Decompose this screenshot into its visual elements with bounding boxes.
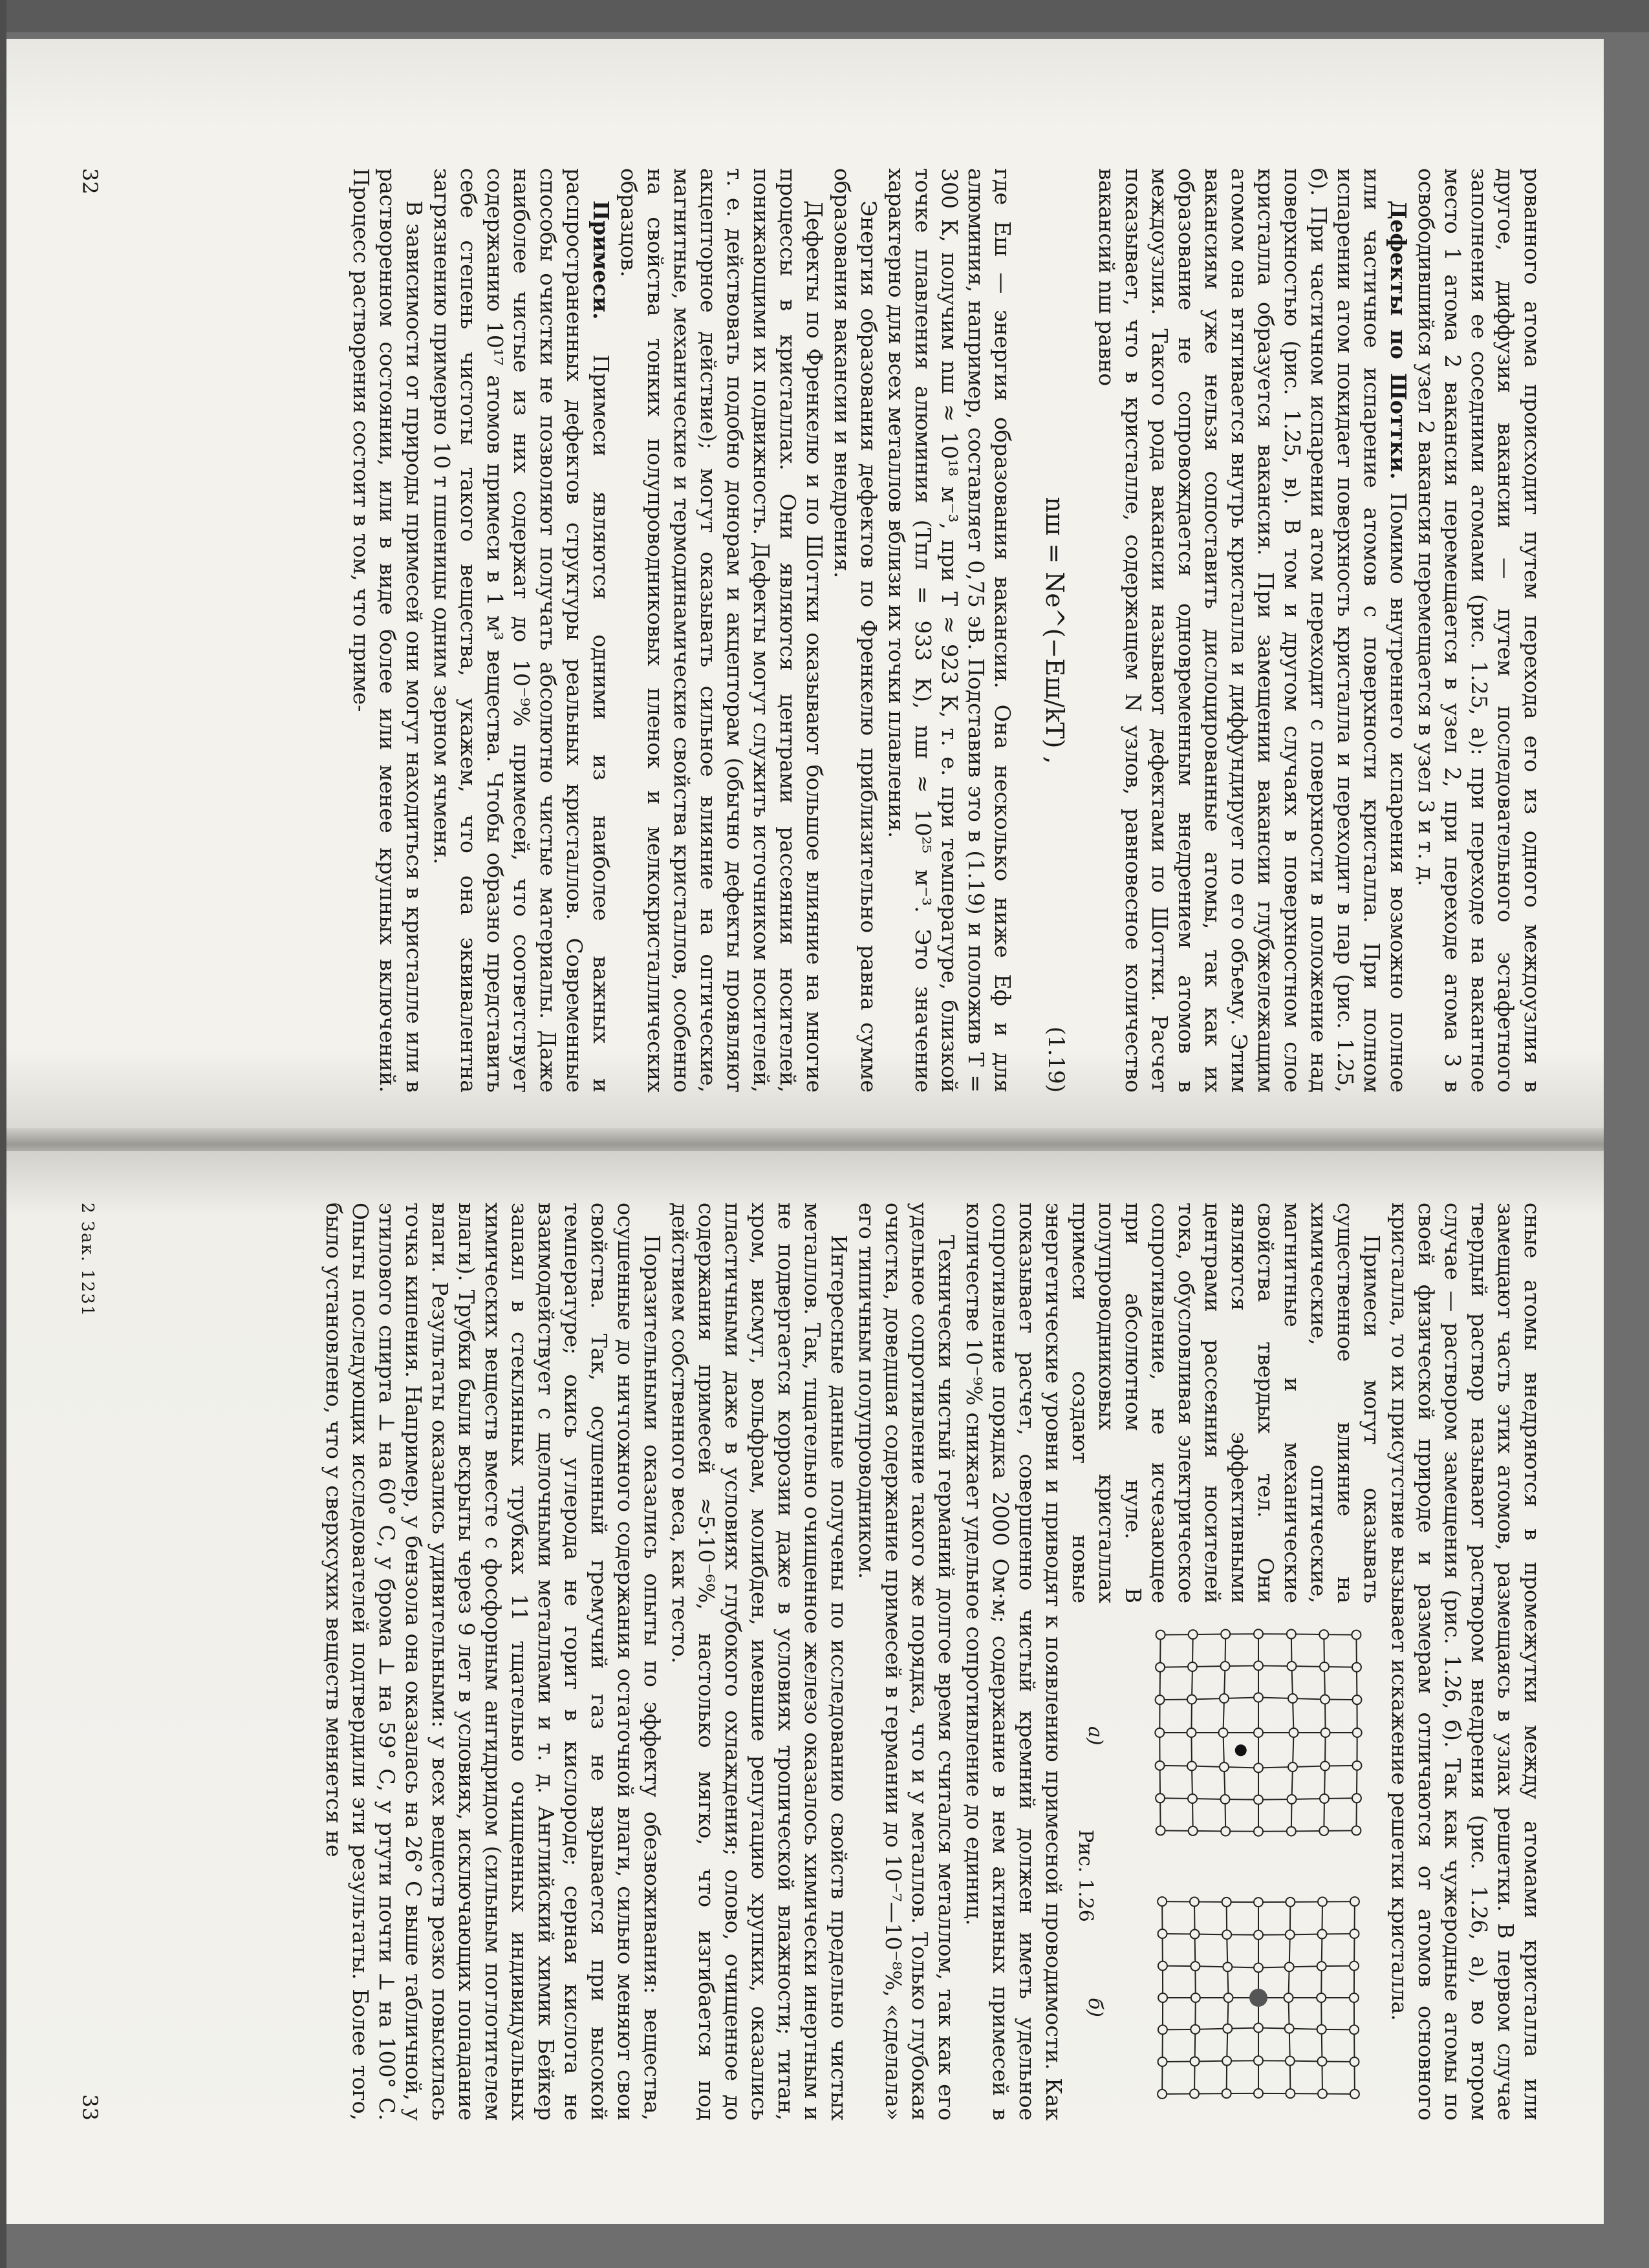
substitutional-atom bbox=[1249, 1989, 1267, 2007]
lattice-atom bbox=[1156, 1793, 1165, 1803]
lattice-atom bbox=[1158, 2090, 1167, 2099]
paragraph: Примеси могут оказывать существенное влияние на химические, оптические, магнитные и механические свойства твердых тел. Они являются эффективными центрами рассеяния носителей тока, обусловливая электрическое сопротивление, не исчезающее при абсолютном нуле. В полупроводниковых кристаллах примеси создают новые энергетические уровни и приводят к появлению примесной проводимости. Как показывает расчет, совершенно чистый кремний должен иметь удельное сопротивление порядка 2000 Ом·м; содержание в нем активных примесей в количестве 10⁻⁹% снижает удельное сопротивление до единиц. bbox=[962, 1203, 1385, 2121]
figure-label-a: а) bbox=[1084, 1726, 1106, 1746]
lattice-atom bbox=[1254, 1898, 1263, 1907]
lattice-atom bbox=[1320, 1695, 1330, 1704]
lattice-atom bbox=[1352, 1826, 1361, 1835]
lattice-atom bbox=[1156, 1695, 1165, 1704]
lattice-atom bbox=[1254, 1827, 1263, 1836]
lattice-atom bbox=[1187, 1728, 1196, 1737]
lattice-atom bbox=[1286, 2057, 1295, 2066]
lattice-atom bbox=[1320, 1794, 1329, 1803]
lattice-atom bbox=[1320, 1762, 1330, 1771]
lattice-atom bbox=[1353, 1728, 1362, 1737]
lattice-atom bbox=[1187, 1695, 1196, 1704]
lattice-atom bbox=[1221, 1826, 1230, 1835]
left-page bbox=[6, 39, 1604, 1138]
lattice-atom bbox=[1191, 1930, 1200, 1939]
lattice-atom bbox=[1189, 1826, 1198, 1835]
lattice-atom bbox=[1288, 1762, 1297, 1771]
lattice-atom bbox=[1288, 1662, 1297, 1671]
lattice-atom bbox=[1319, 1826, 1328, 1835]
lattice-atom bbox=[1221, 1795, 1230, 1804]
lattice-atom bbox=[1285, 1962, 1294, 1971]
paragraph: Дефекты по Френкелю и по Шоттки оказывают большое влияние на многие процессы в кристаллах. Они являются центрами рассеяния носителей, понижающими их подвижность. Дефекты могут служить источником носителей, т. е. действовать подобно донорам и акцепторам (обычно дефекты проявляют акцепторное действие); могут оказывать сильное влияние на оптические, магнитные, механические и термодинамические свойства кристаллов, особенно на свойства тонких полупроводниковых пленок и мелкокристаллических образцов. bbox=[616, 168, 827, 1093]
section-heading: Примеси. bbox=[588, 200, 614, 320]
lattice-atom bbox=[1190, 2090, 1199, 2099]
figure-1-26 bbox=[1074, 1616, 1381, 2121]
lattice-atom bbox=[1254, 1728, 1263, 1737]
lattice-atom bbox=[1352, 1695, 1361, 1704]
lattice-atom bbox=[1254, 2024, 1263, 2033]
lattice-atom bbox=[1350, 1962, 1359, 1971]
lattice-atom bbox=[1158, 1993, 1167, 2002]
lattice-atom bbox=[1190, 1898, 1199, 1907]
lattice-atom bbox=[1317, 1993, 1326, 2002]
lattice-atom bbox=[1222, 1930, 1231, 1939]
lattice-atom bbox=[1156, 1663, 1165, 1672]
lattice-atom bbox=[1221, 1662, 1230, 1671]
lattice-atom bbox=[1191, 2057, 1200, 2066]
lattice-atom bbox=[1254, 2089, 1263, 2098]
lattice-atom bbox=[1223, 2024, 1232, 2033]
figure-label-b: б) bbox=[1084, 1998, 1106, 2018]
lattice-atom bbox=[1220, 1694, 1229, 1703]
lattice-atom bbox=[1191, 1993, 1200, 2002]
paragraph bbox=[429, 168, 614, 1093]
lattice-atom bbox=[1350, 1929, 1359, 1938]
paragraph: Интересные данные получены по исследованию свойств предельно чистых металлов. Так, тщательно очищенное железо оказалось химически инертным и не подвергается коррозии даже в условиях тропической влажности; титан, хром, висмут, вольфрам, молибден, имевшие репутацию хрупких, оказались пластичными даже в условиях глубокого охлаждения; олово, очищенное до содержания примесей ≈5·10⁻⁶%, настолько мягко, что изгибается под действием собственного веса, как тесто. bbox=[667, 1203, 852, 2121]
lattice-atom bbox=[1350, 1993, 1359, 2002]
paragraph: сные атомы внедряются в промежутки между атомами кристалла или замещают часть этих атомов, размещаясь в узлах решетки. В первом случае твердый раствор называют раствором внедрения (рис. 1.26, а), во втором случае — раствором замещения (рис. 1.26, б). Так как чужеродные атомы по своей физической природе и размерам отличаются от атомов основного кристалла, то их присутствие вызывает искажение решетки кристалла. bbox=[1387, 1203, 1545, 2121]
lattice-atom bbox=[1188, 1662, 1197, 1671]
lattice-atom bbox=[1285, 2024, 1294, 2033]
paragraph: В зависимости от природы примесей они могут находиться в кристалле или в растворенном состоянии, или в виде более или менее крупных включений. Процесс растворения состоит в том, что приме- bbox=[349, 168, 427, 1093]
lattice-atom bbox=[1321, 1728, 1330, 1737]
paragraph: Энергия образования дефектов по Френкелю приблизительно равна сумме образования вакансии и внедрения. bbox=[830, 168, 881, 1093]
lattice-atom bbox=[1254, 1931, 1263, 1940]
lattice-atom bbox=[1158, 2057, 1167, 2066]
lattice-atom bbox=[1286, 1898, 1295, 1907]
lattice-atom bbox=[1350, 1897, 1359, 1906]
lattice-atom bbox=[1254, 1795, 1263, 1804]
lattice-atom bbox=[1350, 2090, 1359, 2099]
lattice-atom bbox=[1352, 1631, 1361, 1640]
page-number: 33 bbox=[78, 2094, 102, 2121]
right-page bbox=[6, 1151, 1604, 2224]
lattice-atom bbox=[1156, 1826, 1165, 1835]
lattice-atom bbox=[1158, 1929, 1167, 1938]
lattice-atom bbox=[1158, 1962, 1167, 1971]
lattice-atom bbox=[1156, 1631, 1165, 1640]
figure-caption: Рис. 1.26 bbox=[1074, 1830, 1097, 1922]
lattice-atom bbox=[1352, 1663, 1361, 1672]
lattice-atom bbox=[1317, 2057, 1326, 2066]
lattice-atom bbox=[1222, 1898, 1231, 1907]
lattice-atom bbox=[1318, 1898, 1327, 1907]
lattice-atom bbox=[1222, 2057, 1231, 2066]
lattice-atom bbox=[1288, 1694, 1297, 1703]
lattice-atom bbox=[1254, 1693, 1263, 1702]
lattice-atom bbox=[1220, 1762, 1229, 1771]
lattice-atom bbox=[1191, 1962, 1200, 1971]
lattice-atom bbox=[1350, 2025, 1359, 2034]
paragraph bbox=[1094, 168, 1412, 1093]
paragraph: Поразительными оказались опыты по эффекту обезвоживания: вещества, осушенные до ничтожного содержания остаточной влаги, сильно меняют свои свойства. Так, осушенный гремучий газ не взрывается при высокой температуре; окись углерода не горит в кислороде; серная кислота не взаимодействует с щелочными металлами и т. д. Английский химик Бейкер запаял в стеклянных трубках 11 тщательно очищенных индивидуальных химических веществ вместе с фосфорным ангидридом (сильным поглотителем влаги). Трубки были вскрыты через 9 лет в условиях, исключающих попадание влаги. Результаты оказались удивительными: у всех веществ резко повысилась точка кипения. Например, у бензола она оказалась на 26° С выше табличной, у этилового спирта ⊥ на 60° С, у брома ⊥ на 59° С, у ртути почти ⊥ на 100° С. Опыты последующих исследователей подтвердили эти результаты. Более того, было установлено, что у сверхсухих веществ меняется не bbox=[321, 1203, 665, 2121]
lattice-atom bbox=[1286, 2089, 1295, 2098]
lattice-atom bbox=[1155, 1728, 1164, 1737]
lattice-atom bbox=[1284, 1993, 1293, 2002]
lattice-atom bbox=[1352, 1793, 1361, 1803]
paragraph: где Eш — энергия образования вакансии. Она несколько ниже Eф и для алюминия, например, составляет 0,75 эВ. Подставив это в (1.19) и положив T = 300 К, получим nш ≈ 10¹⁸ м⁻³, при T ≈ 923 К, т. е. при температуре, близкой точке плавления алюминия (Tпл = 933 К), nш ≈ 10²⁵ м⁻³. Это значение характерно для всех металлов вблизи их точки плавления. bbox=[884, 168, 1015, 1093]
section-heading: Дефекты по Шоттки. bbox=[1386, 200, 1411, 480]
paragraph-text: Помимо внутреннего испарения возможно полное или частичное испарение атомов с поверхности кристалла. При полном испарении атом покидает поверхность кристалла и переходит в пар (рис. 1.25, б). При частичном испарении атом переходит с поверхности в положение над поверхностью (рис. 1.25, в). В том и другом случаях в поверхностном слое кристалла образуется вакансия. При замещении вакансии глубжележащим атомом она втягивается внутрь кристалла и диффундирует по его объему. Этим вакансиям уже нельзя сопоставить дислоцированные атомы, так как их образование не сопровождается одновременным внедрением атомов в междоузлия. Такого рода вакансии называют дефектами по Шоттки. Расчет показывает, что в кристалле, содержащем N узлов, равновесное количество вакансий nш равно bbox=[1094, 168, 1411, 1093]
lattice-atom bbox=[1287, 1826, 1296, 1835]
lattice-atom bbox=[1320, 1662, 1329, 1671]
lattice-atom bbox=[1221, 1630, 1230, 1639]
scan-shadow bbox=[0, 0, 6, 2268]
equation bbox=[1040, 168, 1069, 1093]
lattice-atom bbox=[1254, 1764, 1263, 1773]
lattice-atom bbox=[1224, 1993, 1233, 2002]
lattice-atom bbox=[1286, 1930, 1295, 1939]
lattice-atom bbox=[1187, 1762, 1196, 1771]
lattice-atom bbox=[1222, 2089, 1231, 2098]
lattice-atom bbox=[1191, 2025, 1200, 2034]
lattice-atom bbox=[1352, 1761, 1361, 1770]
lattice-atom bbox=[1317, 1930, 1326, 1939]
paragraph: рованного атома происходит путем перехода его из одного междоузлия в другое, диффузия вакансии — путем последовательного эстафетного заполнения ее соседними атомами (рис. 1.25, а): при переходе на вакантное место 1 атома 2 вакансия перемещается в узел 2, при переходе атома 3 в освободившийся узел 2 вакансия перемещается в узел 3 и т. д. bbox=[1414, 168, 1545, 1093]
lattice-atom bbox=[1350, 2057, 1359, 2066]
lattice-atom bbox=[1254, 1661, 1263, 1670]
interstitial-atom bbox=[1235, 1744, 1247, 1756]
equation-body: nш = Ne^(−Eш/kT) , bbox=[1040, 497, 1069, 764]
lattice-atom bbox=[1254, 2056, 1263, 2065]
paragraph: Технически чистый германий долгое время считался металлом, так как его удельное сопротивление такого же порядка, что и у металлов. Только глубокая очистка, доведшая содержание примесей в германии до 10⁻⁷—10⁻⁸%, «сделала» его типичным полупроводником. bbox=[854, 1203, 959, 2121]
lattice-atom bbox=[1287, 1630, 1296, 1639]
lattice-atom bbox=[1289, 1728, 1299, 1737]
lattice-atom bbox=[1317, 1962, 1326, 1971]
printer-signature: 2 Зак. 1231 bbox=[78, 1203, 97, 1318]
lattice-atom bbox=[1219, 1728, 1228, 1737]
lattice-atom bbox=[1254, 1963, 1263, 1973]
lattice-atom bbox=[1223, 1962, 1232, 1971]
lattice-atom bbox=[1318, 2090, 1327, 2099]
lattice-atom bbox=[1254, 1629, 1263, 1638]
equation-number: (1.19) bbox=[1043, 1026, 1069, 1093]
book-edge bbox=[0, 0, 1649, 32]
lattice-atom bbox=[1156, 1761, 1165, 1770]
lattice-atom bbox=[1319, 1630, 1328, 1639]
lattice-atom bbox=[1288, 1795, 1297, 1804]
lattice-atom bbox=[1158, 2025, 1167, 2034]
lattice-figure bbox=[1110, 1616, 1381, 2121]
lattice-atom bbox=[1317, 2025, 1326, 2034]
lattice-atom bbox=[1158, 1897, 1167, 1906]
lattice-atom bbox=[1188, 1794, 1197, 1803]
paragraph-text: Примеси являются одними из наиболее важных и распространенных дефектов структуры реальных кристаллов. Современные способы очистки не позволяют получать абсолютно чистые материалы. Даже наиболее чистые из них содержат до 10⁻⁹% примесей, что соответствует содержанию 10¹⁷ атомов примеси в 1 м³ вещества. Чтобы образно представить себе степень чистоты такого вещества, укажем, что она эквивалентна загрязнению примерно 10 т пшеницы одним зерном ячменя. bbox=[429, 168, 614, 1093]
lattice-atom bbox=[1189, 1630, 1198, 1639]
page-number: 32 bbox=[78, 168, 102, 195]
